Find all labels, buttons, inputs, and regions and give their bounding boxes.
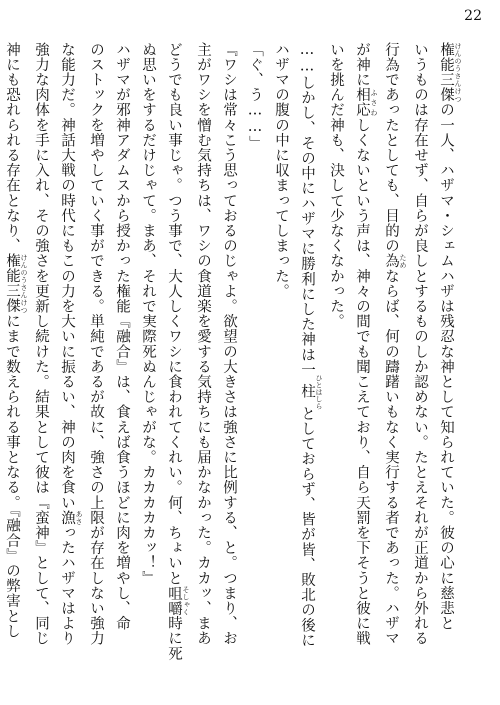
text-segment: としておらず、皆が皆、敗北の後に [299,406,315,648]
text-segment: ぬ思いをするだけじゃて。まあ、それで実際死ぬんじゃがな。カカカカカッ！』 [140,42,156,586]
text-line [349,42,378,682]
ruby-base: 咀嚼 [166,585,182,616]
ruby-annotated-word [166,585,190,616]
text-segment: 神にも恐れられる存在となり、 [4,42,20,254]
ruby-annotated-word [383,253,407,269]
vertical-text-body [4,42,462,682]
text-line [242,42,268,682]
text-line [190,42,216,682]
ruby-annotated-word [59,510,83,526]
ruby-annotated-word [299,374,323,410]
ruby-base: 権能三傑 [438,42,454,103]
text-segment: ハザマの腹の中に収まってしまった。 [273,42,289,299]
ruby-base: 為 [383,253,399,269]
text-segment: どうでも良い事じゃ。つう事で、大人しくワシに食われてくれい。何、ちょいと [166,42,182,586]
text-segment: 主がワシを憎む気持ちは、ワシの食道楽を愛する気持ちにも届かなかった。カカッ、まあ [195,42,211,646]
furigana: ふさわ [370,87,378,118]
text-line [109,42,135,682]
text-segment: 行為であったとしても、目的の [383,42,399,254]
furigana: そしゃく [182,585,190,616]
text-segment: 強力な肉体を手に入れ、その強さを更新し続けた。結果として彼は『蛮神』として、同じ [33,42,49,646]
text-line [83,42,109,682]
furigana: あさ [75,510,83,526]
text-segment: いうものは存在せず、自らが良しとするものしか認めない。たとえそれが正道から外れる [412,42,428,646]
text-line [135,42,161,682]
text-segment: 「ぐ、う……」 [247,42,263,151]
text-segment: 『ワシは常々こう思っておるのじゃよ。欲望の大きさは強さに比例する、と。つまり、お [221,42,237,646]
text-line [294,42,323,682]
text-line [407,42,433,682]
text-segment: の一人、ハザマ・シェムハザは残忍な神として知られていた。彼の心に慈悲と [438,102,454,631]
text-segment: 時に死 [166,615,182,662]
ruby-annotated-word [354,87,378,118]
text-segment: にまで数えられる事となる。『融合』の弊害とし [4,313,20,639]
furigana: ひとはしら [315,374,323,410]
page-number: 22 [464,8,482,24]
text-line [28,42,54,682]
text-line [216,42,242,682]
text-line [378,42,407,682]
furigana: ため [399,253,407,269]
text-segment: のストックを増やしていく事ができる。単純であるが故に、強さの上限が存在しない強力 [88,42,104,646]
text-segment: しくないという声は、神々の間でも聞こえており、自ら天罰を下そうと彼に戦 [354,117,370,647]
text-segment: が神に [354,42,370,88]
ruby-base: 権能三傑 [4,253,20,314]
ruby-base: 柱 [299,374,315,410]
text-line [433,42,462,682]
text-line [54,42,83,682]
text-line [268,42,294,682]
ruby-annotated-word [438,42,462,103]
text-segment: な能力だ。神話大戦の時代にもこの力を大いに振るい、神の肉を食い [59,42,75,511]
text-segment: ならば、何の躊躇いもなく実行する者であった。ハザマ [383,268,399,647]
furigana: けんのうさんけつ [454,42,462,103]
text-segment: ったハザマはより [59,525,75,647]
ruby-base: 相応 [354,87,370,118]
text-segment: ハザマが邪神アダムスから授かった権能『融合』は、食えば食うほどに肉を増やし、命 [114,42,130,631]
text-line [161,42,190,682]
text-segment: いを挑んだ神も、決して少なくなかった。 [328,42,344,329]
text-segment: ……しかし、その中にハザマに勝利にした神は一 [299,42,315,378]
text-line [323,42,349,682]
text-line [0,42,28,682]
ruby-base: 漁 [59,510,75,526]
ruby-annotated-word [4,253,28,314]
furigana: けんのうさんけつ [20,253,28,314]
